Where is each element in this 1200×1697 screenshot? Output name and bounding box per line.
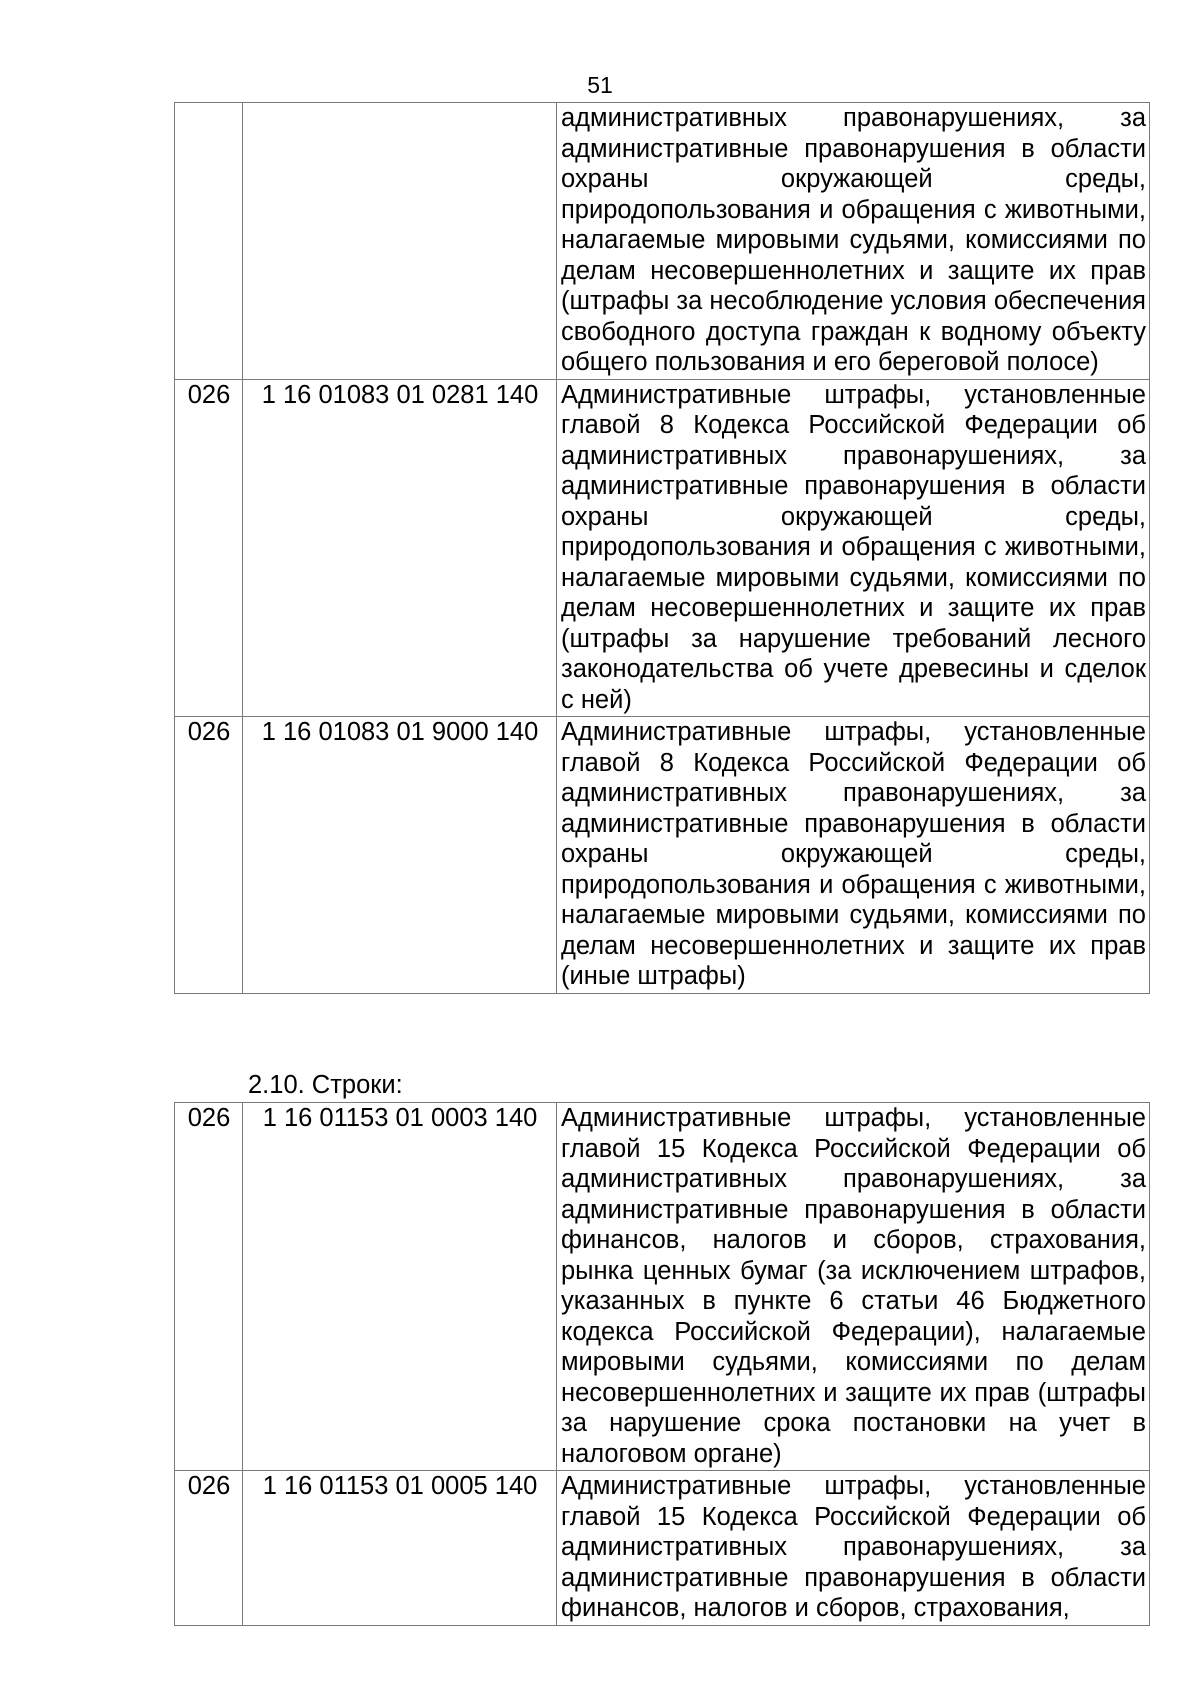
description-cell: Административные штрафы, установленные главой 15 Кодекса Российской Федерации об административных правонарушениях, за административные правонарушения в области финансов, налогов и сборов, страхования, xyxy=(557,1471,1150,1626)
kbk-cell: 1 16 01153 01 0003 140 xyxy=(243,1103,557,1471)
kbk-cell: 1 16 01083 01 9000 140 xyxy=(243,717,557,994)
description-cell: Административные штрафы, установленные главой 8 Кодекса Российской Федерации об административных правонарушениях, за административные правонарушения в области охраны окружающей среды, природопользования и обращения с животными, налагаемые мировыми судьями, комиссиями по делам несовершеннолетних и защите их прав (штрафы за нарушение требований лесного законодательства об учете древесины и сделок с ней) xyxy=(557,379,1150,717)
table-row xyxy=(175,103,1150,380)
table-row xyxy=(175,1471,1150,1626)
admin-code-cell: 026 xyxy=(175,1103,243,1471)
admin-code-cell: 026 xyxy=(175,1471,243,1626)
table-row xyxy=(175,717,1150,994)
admin-code-cell xyxy=(175,103,243,380)
kbk-table-2 xyxy=(174,1102,1150,1626)
table-row xyxy=(175,379,1150,717)
description-cell: административных правонарушениях, за административные правонарушения в области охраны окружающей среды, природопользования и обращения с животными, налагаемые мировыми судьями, комиссиями по делам несовершеннолетних и защите их прав (штрафы за несоблюдение условия обеспечения свободного доступа граждан к водному объекту общего пользования и его береговой полосе) xyxy=(557,103,1150,380)
description-cell: Административные штрафы, установленные главой 15 Кодекса Российской Федерации об административных правонарушениях, за административные правонарушения в области финансов, налогов и сборов, страхования, рынка ценных бумаг (за исключением штрафов, указанных в пункте 6 статьи 46 Бюджетного кодекса Российской Федерации), налагаемые мировыми судьями, комиссиями по делам несовершеннолетних и защите их прав (штрафы за нарушение срока постановки на учет в налоговом органе) xyxy=(557,1103,1150,1471)
kbk-table-1 xyxy=(174,102,1150,994)
kbk-cell xyxy=(243,103,557,380)
page-number: 51 xyxy=(587,72,613,98)
kbk-cell: 1 16 01083 01 0281 140 xyxy=(243,379,557,717)
admin-code-cell: 026 xyxy=(175,379,243,717)
kbk-cell: 1 16 01153 01 0005 140 xyxy=(243,1471,557,1626)
admin-code-cell: 026 xyxy=(175,717,243,994)
table-row xyxy=(175,1103,1150,1471)
section-label: 2.10. Строки: xyxy=(248,1071,403,1099)
description-cell: Административные штрафы, установленные главой 8 Кодекса Российской Федерации об административных правонарушениях, за административные правонарушения в области охраны окружающей среды, природопользования и обращения с животными, налагаемые мировыми судьями, комиссиями по делам несовершеннолетних и защите их прав (иные штрафы) xyxy=(557,717,1150,994)
